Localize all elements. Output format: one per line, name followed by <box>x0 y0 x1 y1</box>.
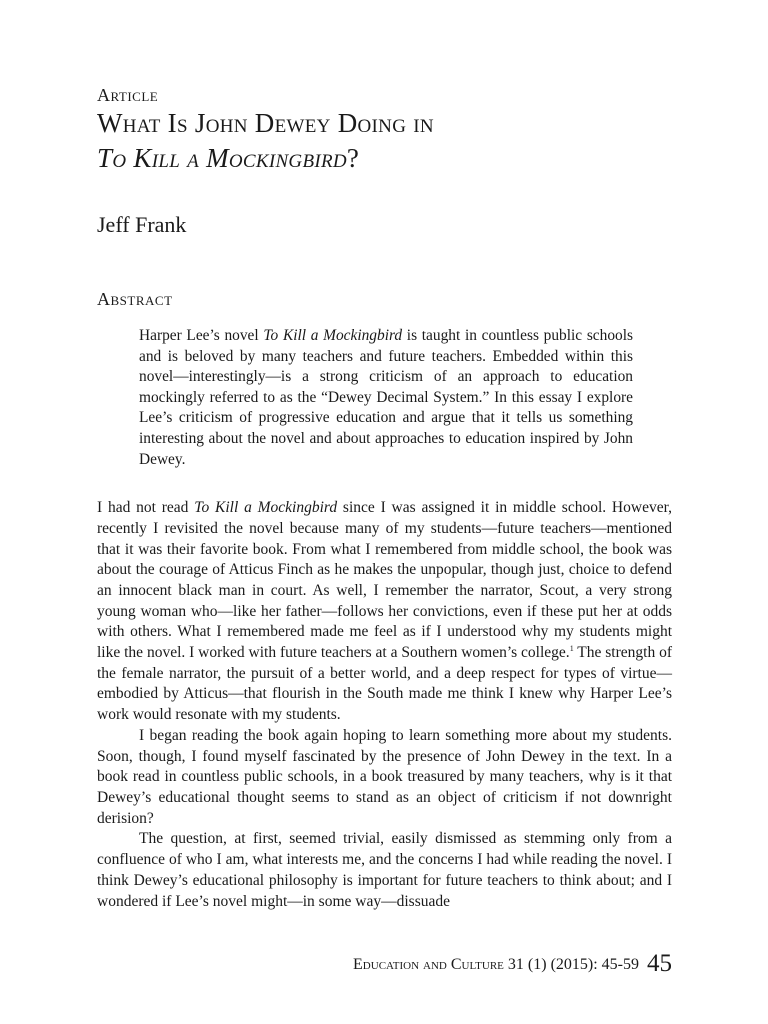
article-page <box>97 84 672 912</box>
body-paragraph-1: I had not read To Kill a Mockingbird since I was assigned it in middle school. However, recently I revisited the novel because many of my students—future teachers—mentioned that it was their favorite book. From what I remembered from middle school, the book was about the courage of Atticus Finch as he makes the unpopular, though just, choice to defend an innocent black man in court. As well, I remember the narrator, Scout, a very strong young woman who—like her father—follows her convictions, even if these put her at odds with others. What I remembered made me feel as if I understood why my students might like the novel. I worked with future teachers at a Southern women’s college.$^1$ The strength of the female narrator, the pursuit of a better world, and a deep respect for types of virtue—embodied by Atticus—that flourish in the South made me think I knew why Harper Lee’s work would resonate with my students. <box>97 499 672 724</box>
body-paragraph-2: I began reading the book again hoping to learn something more about my students. Soon, though, I found myself fascinated by the presence of John Dewey in the text. In a book read in countless public schools, in a book treasured by many teachers, why is it that Dewey’s educational thought seems to stand as an object of criticism if not downright derision? <box>97 726 672 827</box>
author-name: Jeff Frank <box>97 212 187 237</box>
title-book-name: To Kill a Mockingbird <box>97 143 347 173</box>
article-type-label: Article <box>97 85 159 105</box>
page-footer <box>320 951 672 978</box>
abstract-book-title: To Kill a Mockingbird <box>263 327 403 344</box>
article-body <box>97 498 672 912</box>
footnote-marker[interactable]: 1 <box>569 643 574 653</box>
title-question-mark: ? <box>346 143 360 173</box>
body-book-title: To Kill a Mockingbird <box>194 499 338 517</box>
abstract-heading: Abstract <box>97 289 173 309</box>
title-line-1: What Is John Dewey Doing in <box>97 108 434 138</box>
journal-name: Education and Culture <box>353 956 504 973</box>
journal-citation: 31 (1) (2015): 45-59 <box>503 956 639 973</box>
article-title <box>97 106 672 176</box>
body-paragraph-3: The question, at first, seemed trivial, easily dismissed as stemming only from a confluence of who I am, what interests me, and the concerns I had while reading the novel. I think Dewey’s educational philosophy is important for future teachers to think about; and I wondered if Lee’s novel might—in some way—dissuade <box>97 830 672 910</box>
page-number: 45 <box>647 950 672 977</box>
abstract-text: Harper Lee’s novel To Kill a Mockingbird is taught in countless public schools and is beloved by many teachers and future teachers. Embedded within this novel—interestingly—is a strong criticism of an approach to education mockingly referred to as the “Dewey Decimal System.” In this essay I explore Lee’s criticism of progressive education and argue that it tells us something interesting about the novel and about approaches to education inspired by John Dewey. <box>139 327 633 468</box>
